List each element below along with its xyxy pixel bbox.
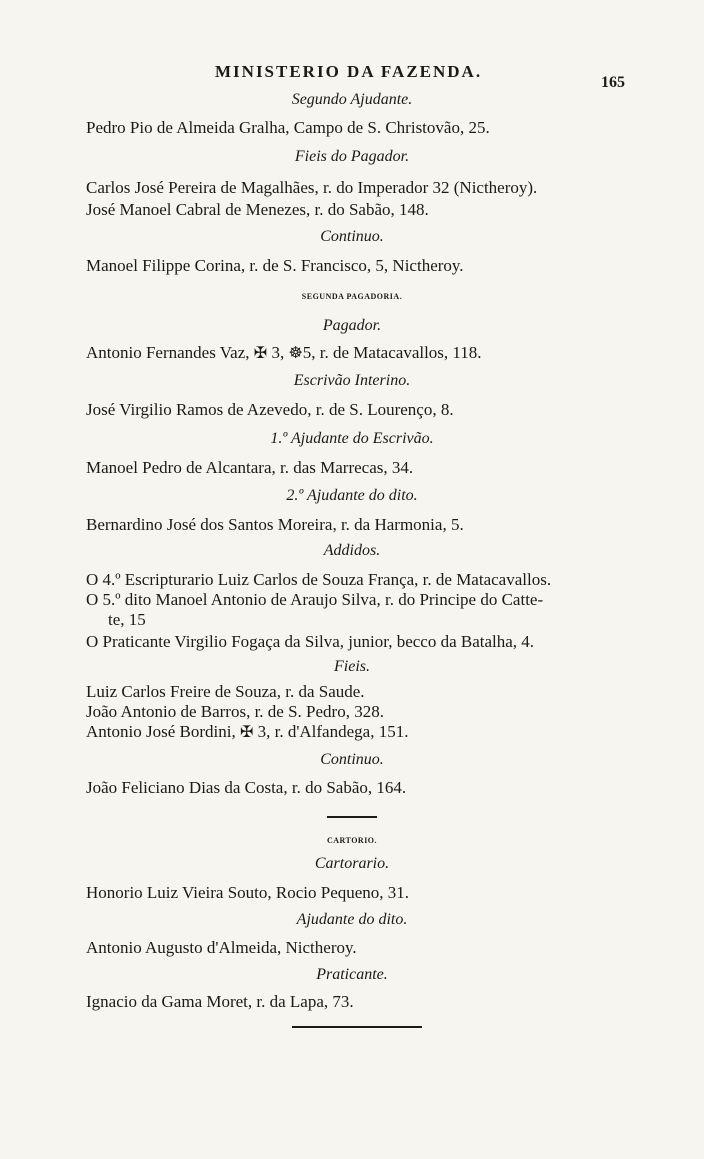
entry-bernardino-jose: Bernardino José dos Santos Moreira, r. da Harmonia, 5. — [86, 515, 464, 534]
heading-primeiro-ajudante: 1.º Ajudante do Escrivão. — [270, 430, 434, 447]
entry-escripturario: O 4.º Escripturario Luiz Carlos de Souza França, r. de Matacavallos. — [86, 570, 552, 589]
entry-joao-feliciano: João Feliciano Dias da Costa, r. do Sabão, 164. — [86, 778, 407, 797]
heading-escrivao-interino: Escrivão Interino. — [293, 372, 411, 389]
heading-praticante: Praticante. — [316, 966, 388, 983]
entry-carlos-jose: Carlos José Pereira de Magalhães, r. do Imperador 32 (Nictheroy). — [86, 178, 538, 197]
heading-continuo-1: Continuo. — [320, 228, 384, 245]
heading-pagador: Pagador. — [322, 317, 382, 334]
heading-fieis-do-pagador: Fieis do Pagador. — [294, 148, 410, 165]
running-title: MINISTERIO DA FAZENDA. — [215, 62, 483, 81]
entry-text: Antonio José Bordini, — [86, 722, 236, 741]
entry-text: 3, — [271, 343, 285, 362]
entry-honorio-luiz: Honorio Luiz Vieira Souto, Rocio Pequeno, 31. — [86, 883, 410, 902]
entry-joao-antonio: João Antonio de Barros, r. de S. Pedro, 328. — [86, 702, 384, 721]
entry-quinto-dito-cont: te, 15 — [108, 610, 146, 629]
end-rule — [292, 1026, 422, 1028]
entry-manoel-pedro: Manoel Pedro de Alcantara, r. das Marrecas, 34. — [86, 458, 414, 477]
entry-antonio-bordini — [86, 722, 408, 742]
cross-icon: ✠ — [239, 724, 254, 741]
cross-icon: ✠ — [253, 345, 268, 362]
heading-ajudante-do-dito: Ajudante do dito. — [296, 911, 408, 928]
entry-quinto-dito: O 5.º dito Manoel Antonio de Araujo Silva, r. do Principe do Catte- — [86, 590, 544, 609]
entry-antonio-fernandes — [86, 343, 482, 363]
entry-pedro-pio: Pedro Pio de Almeida Gralha, Campo de S. Christovão, 25. — [86, 118, 490, 137]
heading-segundo-ajudante-dito: 2.º Ajudante do dito. — [286, 487, 418, 504]
heading-continuo-2: Continuo. — [320, 751, 384, 768]
entry-jose-virgilio: José Virgilio Ramos de Azevedo, r. de S. Lourenço, 8. — [86, 400, 454, 419]
entry-text: 5, r. de Matacavallos, 118. — [302, 343, 482, 362]
entry-text: Antonio Fernandes Vaz, — [86, 343, 250, 362]
entry-praticante-virgilio: O Praticante Virgilio Fogaça da Silva, junior, becco da Batalha, 4. — [86, 632, 535, 651]
section-title-cartorio: CARTORIO. — [326, 836, 378, 845]
medal-icon: ☸ — [288, 345, 303, 362]
entry-luiz-carlos: Luiz Carlos Freire de Souza, r. da Saude. — [86, 682, 365, 701]
heading-fieis: Fieis. — [334, 658, 370, 675]
heading-cartorario: Cartorario. — [314, 855, 390, 872]
page-header — [0, 62, 704, 92]
page-number: 165 — [601, 74, 625, 91]
heading-segundo-ajudante: Segundo Ajudante. — [291, 91, 413, 108]
entry-text: 3, r. d'Alfandega, 151. — [257, 722, 409, 741]
section-title-segunda-pagadoria: SEGUNDA PAGADORIA. — [301, 292, 403, 301]
entry-manoel-filippe: Manoel Filippe Corina, r. de S. Francisco, 5, Nictheroy. — [86, 256, 464, 275]
entry-antonio-augusto: Antonio Augusto d'Almeida, Nictheroy. — [86, 938, 357, 957]
entry-jose-manoel: José Manoel Cabral de Menezes, r. do Sabão, 148. — [86, 200, 429, 219]
heading-addidos: Addidos. — [323, 542, 381, 559]
section-divider — [327, 816, 377, 818]
entry-ignacio-da-gama: Ignacio da Gama Moret, r. da Lapa, 73. — [86, 992, 354, 1011]
